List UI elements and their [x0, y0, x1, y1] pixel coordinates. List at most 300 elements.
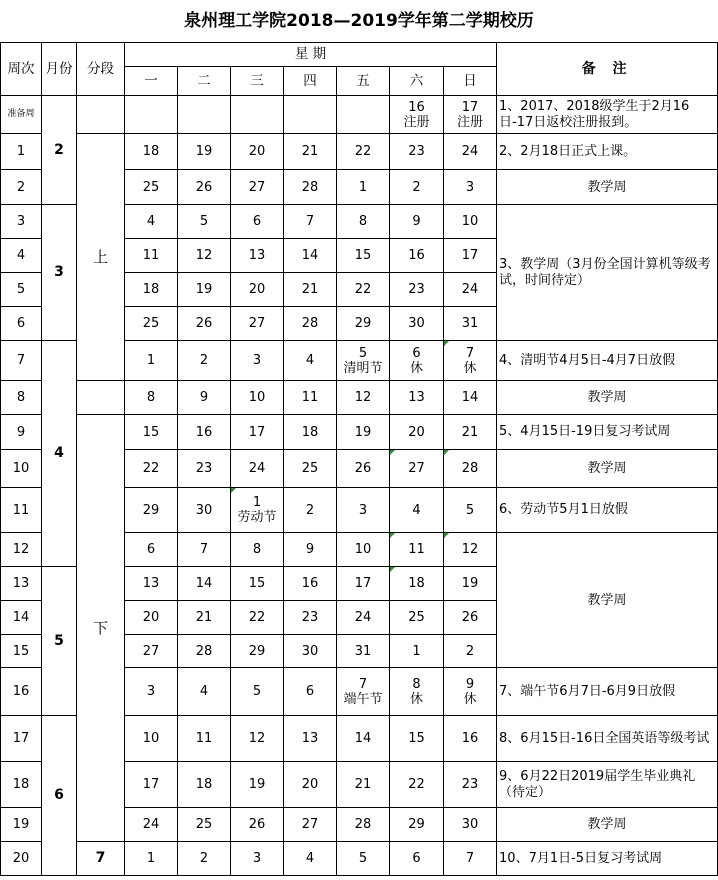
day-cell — [125, 635, 178, 668]
week-number: 7 — [1, 341, 42, 381]
day-number: 11 — [142, 248, 160, 263]
day-number: 20 — [248, 282, 266, 297]
day-cell — [178, 307, 231, 341]
day-cell — [284, 716, 337, 762]
day-cell — [444, 716, 497, 762]
day-cell — [231, 273, 284, 307]
day-tag: 注册 — [457, 114, 484, 130]
day-number: 1 — [146, 353, 156, 368]
day-cell — [284, 488, 337, 533]
day-cell — [178, 415, 231, 450]
day-number: 9 — [305, 542, 315, 557]
day-cell — [125, 134, 178, 170]
day-number: 3 — [358, 502, 368, 518]
day-cell — [178, 635, 231, 668]
day-number: 9 — [199, 390, 209, 405]
day-cell — [390, 533, 444, 567]
week-number: 17 — [1, 716, 42, 762]
day-cell — [284, 381, 337, 415]
remark-cell: 3、教学周（3月份全国计算机等级考试，时间待定） — [497, 205, 718, 341]
day-cell — [390, 381, 444, 415]
day-number: 30 — [408, 316, 425, 331]
day-number: 3 — [146, 684, 156, 699]
day-cell — [284, 170, 337, 205]
day-number: 30 — [461, 817, 479, 832]
day-number: 16 — [301, 576, 319, 591]
day-cell — [444, 635, 497, 668]
day-number: 30 — [195, 502, 213, 518]
day-cell — [337, 450, 390, 488]
day-number: 4 — [412, 502, 421, 518]
day-number: 2 — [199, 353, 209, 368]
day-number: 25 — [142, 316, 160, 331]
weekday-header: 三 — [231, 67, 284, 96]
day-cell-empty — [231, 96, 284, 134]
day-number: 7 — [465, 851, 475, 866]
day-cell — [337, 381, 390, 415]
day-cell — [390, 601, 444, 635]
day-tag: 端午节 — [343, 691, 383, 707]
week-number: 6 — [1, 307, 42, 341]
day-number: 3 — [252, 851, 262, 866]
day-tag: 休 — [409, 691, 423, 707]
week-number: 10 — [1, 450, 42, 488]
day-cell — [444, 307, 497, 341]
page-title: 泉州理工学院2018—2019学年第二学期校历 — [184, 11, 534, 31]
day-cell-empty — [284, 96, 337, 134]
day-number: 19 — [195, 282, 213, 297]
day-number: 11 — [301, 390, 319, 405]
day-cell — [444, 134, 497, 170]
day-cell — [390, 134, 444, 170]
day-number: 1 — [252, 495, 262, 510]
day-number: 22 — [142, 461, 160, 476]
day-cell — [390, 808, 444, 842]
day-number: 3 — [252, 353, 262, 368]
day-number: 6 — [305, 684, 315, 699]
day-number: 4 — [305, 353, 315, 368]
day-cell — [231, 533, 284, 567]
day-number: 24 — [248, 461, 266, 476]
day-cell — [390, 488, 444, 533]
day-number: 27 — [142, 643, 160, 659]
day-cell — [231, 762, 284, 808]
day-cell — [231, 239, 284, 273]
day-cell — [178, 273, 231, 307]
day-number: 12 — [248, 731, 266, 746]
day-cell — [390, 307, 444, 341]
day-cell — [284, 635, 337, 668]
day-number: 25 — [301, 461, 319, 476]
calendar-table — [0, 42, 718, 876]
day-tag: 注册 — [403, 114, 430, 130]
day-number: 28 — [301, 316, 319, 331]
day-cell — [444, 273, 497, 307]
day-number: 21 — [461, 424, 479, 440]
day-cell — [178, 205, 231, 239]
day-cell — [178, 341, 231, 381]
weekday-header: 日 — [444, 67, 497, 96]
day-number: 29 — [354, 316, 372, 331]
day-cell-empty — [125, 96, 178, 134]
day-number: 1 — [358, 179, 368, 195]
day-number: 17 — [461, 99, 479, 115]
day-cell-empty — [337, 96, 390, 134]
remark-cell: 6、劳动节5月1日放假 — [497, 488, 718, 533]
day-cell — [125, 601, 178, 635]
day-number: 24 — [461, 144, 479, 159]
day-cell — [444, 808, 497, 842]
day-cell — [231, 601, 284, 635]
day-number: 5 — [465, 502, 475, 518]
remark-cell: 5、4月15日-19日复习考试周 — [497, 415, 718, 450]
day-cell — [178, 533, 231, 567]
remark-cell: 教学周 — [497, 808, 718, 842]
day-cell — [125, 170, 178, 205]
day-number: 8 — [252, 542, 262, 557]
day-number: 26 — [354, 461, 372, 476]
day-number: 6 — [412, 851, 421, 866]
day-cell — [444, 450, 497, 488]
day-cell — [337, 273, 390, 307]
day-cell — [284, 307, 337, 341]
day-cell — [125, 415, 178, 450]
day-number: 16 — [195, 424, 213, 440]
day-cell — [231, 450, 284, 488]
day-cell — [231, 488, 284, 533]
weekday-header: 四 — [284, 67, 337, 96]
day-cell — [444, 762, 497, 808]
day-cell — [337, 307, 390, 341]
weekday-header: 二 — [178, 67, 231, 96]
day-cell — [390, 762, 444, 808]
day-number: 9 — [465, 676, 475, 692]
day-number: 27 — [248, 316, 266, 331]
day-number: 4 — [199, 684, 209, 699]
day-number: 29 — [248, 643, 266, 659]
day-cell — [178, 842, 231, 876]
month-cell: 5 — [42, 567, 77, 716]
segment-empty — [77, 381, 125, 415]
day-cell — [125, 205, 178, 239]
day-cell — [231, 381, 284, 415]
day-number: 16 — [461, 731, 479, 746]
day-number: 13 — [408, 390, 425, 405]
day-number: 19 — [354, 424, 372, 440]
day-cell — [390, 450, 444, 488]
remark-cell: 10、7月1日-5日复习考试周 — [497, 842, 718, 876]
day-cell — [444, 341, 497, 381]
day-cell — [284, 341, 337, 381]
header-weekday-group: 星 期 — [125, 43, 497, 67]
day-cell — [231, 415, 284, 450]
day-number: 2 — [465, 643, 475, 659]
day-cell — [178, 601, 231, 635]
day-cell — [390, 239, 444, 273]
day-number: 18 — [301, 424, 319, 440]
day-number: 13 — [301, 731, 319, 746]
day-cell — [390, 668, 444, 716]
week-number: 8 — [1, 381, 42, 415]
day-number: 9 — [412, 214, 421, 229]
day-cell — [231, 307, 284, 341]
day-number: 22 — [354, 144, 372, 159]
day-cell — [444, 381, 497, 415]
day-cell — [444, 668, 497, 716]
weekday-header: 五 — [337, 67, 390, 96]
header-month: 月份 — [42, 43, 77, 96]
day-cell — [284, 134, 337, 170]
remark-cell: 4、清明节4月5日-4月7日放假 — [497, 341, 718, 381]
day-cell — [337, 601, 390, 635]
day-number: 2 — [305, 502, 315, 518]
day-number: 18 — [195, 777, 213, 792]
day-number: 19 — [461, 576, 479, 591]
day-number: 19 — [248, 777, 266, 792]
day-number: 7 — [199, 542, 209, 557]
day-number: 24 — [142, 817, 160, 832]
day-cell-empty — [178, 96, 231, 134]
day-cell — [337, 170, 390, 205]
day-cell — [337, 415, 390, 450]
day-cell — [444, 239, 497, 273]
day-number: 13 — [248, 248, 266, 263]
day-cell — [231, 808, 284, 842]
day-cell — [444, 205, 497, 239]
day-cell — [178, 762, 231, 808]
day-cell — [178, 170, 231, 205]
month-cell: 6 — [42, 716, 77, 876]
week-number: 14 — [1, 601, 42, 635]
remark-cell: 教学周 — [497, 450, 718, 488]
table-row — [1, 415, 718, 450]
day-number: 7 — [465, 345, 475, 361]
day-number: 23 — [195, 461, 213, 476]
day-tag: 休 — [463, 691, 477, 707]
day-cell — [231, 341, 284, 381]
day-number: 10 — [461, 214, 479, 229]
day-number: 25 — [408, 610, 425, 625]
day-number: 10 — [248, 390, 266, 405]
day-cell — [284, 842, 337, 876]
day-number: 18 — [142, 144, 160, 159]
day-number: 10 — [142, 731, 160, 746]
day-cell — [178, 381, 231, 415]
day-number: 15 — [354, 248, 372, 263]
day-number: 14 — [354, 731, 372, 746]
day-number: 13 — [142, 576, 160, 591]
day-number: 1 — [412, 643, 421, 659]
day-cell — [178, 567, 231, 601]
day-cell — [178, 450, 231, 488]
day-cell — [125, 381, 178, 415]
day-cell — [444, 415, 497, 450]
day-number: 12 — [195, 248, 213, 263]
day-number: 17 — [142, 777, 160, 792]
day-cell — [125, 533, 178, 567]
day-number: 5 — [358, 851, 368, 866]
segment-cell: 上 — [77, 134, 125, 381]
remark-cell: 教学周 — [497, 170, 718, 205]
day-number: 8 — [412, 676, 421, 692]
day-cell — [178, 488, 231, 533]
header-segment: 分段 — [77, 43, 125, 96]
day-number: 31 — [354, 643, 372, 659]
day-number: 21 — [301, 282, 319, 297]
day-number: 21 — [301, 144, 319, 159]
day-number: 7 — [358, 676, 368, 692]
table-row — [1, 842, 718, 876]
day-cell — [284, 533, 337, 567]
day-number: 30 — [301, 643, 319, 659]
day-number: 6 — [412, 345, 421, 361]
day-number: 25 — [142, 179, 160, 195]
day-cell — [231, 567, 284, 601]
day-number: 20 — [142, 610, 160, 625]
day-number: 26 — [195, 316, 213, 331]
day-cell — [390, 567, 444, 601]
remark-cell: 8、6月15日-16日全国英语等级考试 — [497, 716, 718, 762]
week-number: 20 — [1, 842, 42, 876]
day-number: 2 — [199, 851, 209, 866]
day-cell — [337, 341, 390, 381]
day-number: 15 — [142, 424, 160, 440]
day-tag: 休 — [463, 360, 477, 376]
day-cell — [337, 488, 390, 533]
day-cell — [284, 668, 337, 716]
day-cell — [125, 450, 178, 488]
day-number: 15 — [248, 576, 266, 591]
day-cell — [284, 273, 337, 307]
day-number: 15 — [408, 731, 425, 746]
day-cell — [125, 762, 178, 808]
day-cell — [390, 205, 444, 239]
day-number: 25 — [195, 817, 213, 832]
day-cell — [337, 842, 390, 876]
week-number: 13 — [1, 567, 42, 601]
day-cell — [178, 716, 231, 762]
day-cell — [444, 96, 497, 134]
week-number: 16 — [1, 668, 42, 716]
day-number: 16 — [408, 248, 425, 263]
table-row — [1, 96, 718, 134]
day-number: 18 — [408, 576, 425, 591]
day-cell — [125, 567, 178, 601]
day-cell — [231, 134, 284, 170]
day-number: 5 — [199, 214, 209, 229]
day-number: 23 — [408, 282, 425, 297]
day-cell — [390, 341, 444, 381]
day-number: 17 — [461, 248, 479, 263]
day-cell — [390, 273, 444, 307]
day-number: 5 — [252, 684, 262, 699]
week-number: 1 — [1, 134, 42, 170]
day-number: 6 — [252, 214, 262, 229]
day-cell — [444, 170, 497, 205]
day-number: 20 — [408, 424, 425, 440]
day-cell — [284, 762, 337, 808]
remark-cell: 9、6月22日2019届学生毕业典礼（待定） — [497, 762, 718, 808]
weekday-header: 一 — [125, 67, 178, 96]
day-cell — [284, 601, 337, 635]
day-number: 11 — [408, 542, 425, 557]
day-cell — [337, 635, 390, 668]
day-number: 16 — [408, 99, 425, 115]
day-cell — [444, 842, 497, 876]
day-number: 29 — [142, 502, 160, 518]
day-number: 10 — [354, 542, 372, 557]
remark-cell: 教学周 — [497, 381, 718, 415]
day-number: 27 — [301, 817, 319, 832]
day-cell — [178, 668, 231, 716]
day-cell — [337, 567, 390, 601]
header-week: 周次 — [1, 43, 42, 96]
day-cell — [125, 808, 178, 842]
day-number: 11 — [195, 731, 213, 746]
day-cell — [444, 488, 497, 533]
day-cell — [125, 488, 178, 533]
day-cell — [390, 716, 444, 762]
day-cell — [444, 567, 497, 601]
day-number: 20 — [301, 777, 319, 792]
week-number: 4 — [1, 239, 42, 273]
day-number: 4 — [146, 214, 156, 229]
day-number: 26 — [461, 610, 479, 625]
day-number: 7 — [305, 214, 315, 229]
day-cell — [284, 239, 337, 273]
header-remarks: 备 注 — [497, 43, 718, 96]
day-number: 26 — [195, 179, 213, 195]
day-number: 21 — [195, 610, 213, 625]
week-number: 9 — [1, 415, 42, 450]
day-number: 23 — [408, 144, 425, 159]
day-cell — [337, 668, 390, 716]
month-cell: 7 — [77, 842, 125, 876]
day-number: 26 — [248, 817, 266, 832]
day-cell — [178, 808, 231, 842]
day-cell — [390, 635, 444, 668]
week-number: 11 — [1, 488, 42, 533]
day-number: 4 — [305, 851, 315, 866]
day-number: 22 — [354, 282, 372, 297]
day-cell — [284, 205, 337, 239]
day-cell — [337, 716, 390, 762]
day-number: 6 — [146, 542, 156, 557]
day-cell — [337, 134, 390, 170]
day-tag: 劳动节 — [237, 510, 277, 525]
day-number: 27 — [248, 179, 266, 195]
day-cell — [284, 567, 337, 601]
day-number: 29 — [408, 817, 425, 832]
day-cell — [231, 635, 284, 668]
day-cell — [231, 716, 284, 762]
day-cell — [390, 170, 444, 205]
week-number: 19 — [1, 808, 42, 842]
week-number: 15 — [1, 635, 42, 668]
day-cell — [125, 273, 178, 307]
table-row — [1, 381, 718, 415]
day-tag: 清明节 — [343, 360, 383, 376]
table-row — [1, 134, 718, 170]
day-tag: 休 — [409, 360, 423, 376]
week-number: 12 — [1, 533, 42, 567]
day-number: 28 — [301, 179, 319, 195]
day-number: 12 — [354, 390, 372, 405]
day-cell — [125, 842, 178, 876]
day-cell — [125, 239, 178, 273]
day-number: 28 — [195, 643, 213, 659]
week-number: 18 — [1, 762, 42, 808]
